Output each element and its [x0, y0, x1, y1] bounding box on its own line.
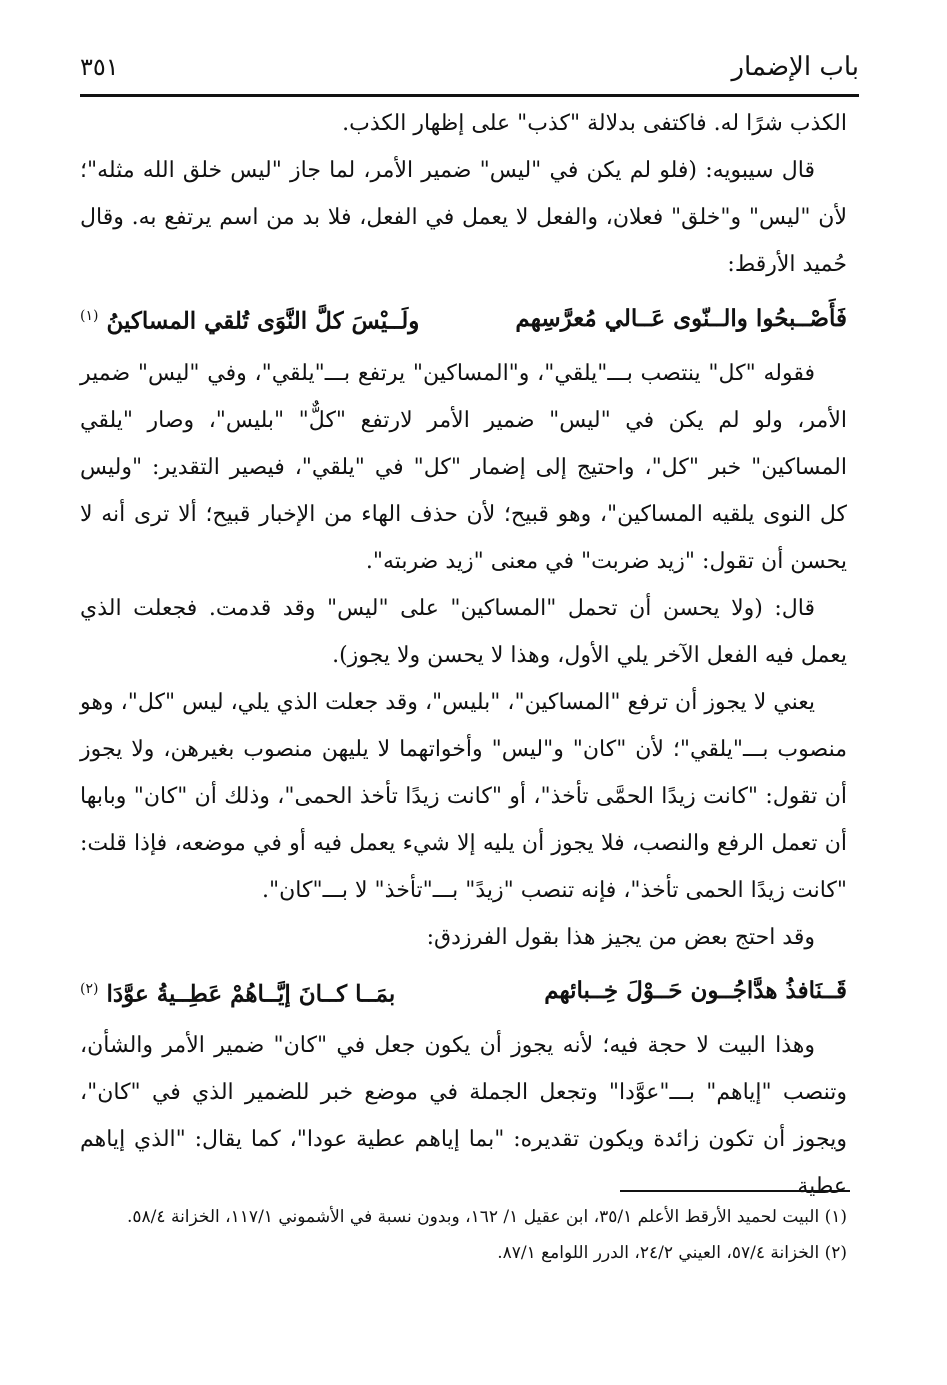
footnote-marker-2[interactable]: (٢)	[80, 980, 99, 997]
paragraph-2: قال سيبويه: (فلو لم يكن في "ليس" ضمير الأمر، لما جاز "ليس خلق الله مثله"؛ لأن "ليس" و"خلق" فعلان، والفعل لا يعمل في الفعل، فلا بد من اسم يرتفع به. وقال حُميد الأرقط:	[80, 158, 847, 277]
verse-2-first-hemistich: قَــنَافذُ هدَّاجُــون حَــوْلَ خِــبائهم	[544, 977, 847, 1005]
paragraph-6: وقد احتج بعض من يجيز هذا بقول الفرزدق:	[426, 924, 815, 950]
verse-1-first-hemistich: فَأَصْــبحُوا والــنّوى عَــالي مُعرَّسِهم	[515, 304, 847, 332]
paragraph-7: وهذا البيت لا حجة فيه؛ لأنه يجوز أن يكون جعل في "كان" ضمير الأمر والشأن، وتنصب "إياهم" بـــ"عوَّدا" وتجعل الجملة في موضع خبر للضمير الذي في "كان"، ويجوز أن تكون زائدة ويكون تقديره: "بما إياهم عطية عودا"، كما يقال: "الذي إياهم عطية	[80, 1033, 848, 1200]
page-number: ٣٥١	[80, 53, 119, 81]
page-header	[80, 40, 859, 97]
footnotes	[80, 1202, 847, 1274]
verse-1-second-hemistich	[80, 288, 419, 350]
verse-2-second-hemistich	[80, 961, 395, 1023]
paragraph-3: فقوله "كل" ينتصب بـــ"يلقي"، و"المساكين" يرتفع بـــ"يلقي"، وفي "ليس" ضمير الأمر، ولو لم يكن في "ليس" ضمير الأمر لارتفع "كلٌّ" "بليس"، وصار "يلقي المساكين" خبر "كل"، واحتيج إلى إضمار "كل" في "يلقي"، فيصير التقدير: "وليس كل النوى يلقيه المساكين"، وهو قبيح؛ لأن حذف الهاء من الإخبار قبيح؛ ألا ترى أنه لا يحسن أن تقول: "زيد ضربت" في معنى "زيد ضربته".	[80, 360, 847, 574]
footnote-2: (٢) الخزانة ٥٧/٤، العيني ٢٤/٢، الدرر اللوامع ٨٧/١.	[497, 1243, 847, 1263]
footnote-marker-1[interactable]: (١)	[80, 308, 99, 324]
paragraph-5: يعني لا يجوز أن ترفع "المساكين"، "بليس"، وقد جعلت الذي يلي، ليس "كل"، وهو منصوب بـــ"يلقي"؛ لأن "كان" و"ليس" وأخواتهما لا يليهن منصوب بغيرهن، ولا يجوز أن تقول: "كانت زيدًا الحمَّى تأخذ"، أو "كانت زيدًا تأخذ الحمى"، وذلك أن "كان" وبابها أن تعمل الرفع والنصب، فلا يجوز أن يليه إلا شيء يعمل فيه أو في موضعه، فإذا قلت: "كانت زيدًا الحمى تأخذ"، فإنه تنصب "زيدً" بـــ"تأخذ" لا بـــ"كان".	[80, 689, 848, 903]
footnote-divider	[620, 1190, 850, 1192]
verse-1-second-text: ولَــيْسَ كلَّ النَّوَى تُلقي المساكينُ	[106, 307, 420, 335]
page-body	[80, 100, 847, 1210]
verse-1	[80, 288, 847, 350]
chapter-title: باب الإضمار	[731, 52, 859, 82]
paragraph-1: الكذب شرًا له. فاكتفى بدلالة "كذب" على إظهار الكذب.	[342, 111, 847, 136]
paragraph-4: قال: (ولا يحسن أن تحمل "المساكين" على "ليس" وقد قدمت. فجعلت الذي يعمل فيه الفعل الآخر يلي الأول، وهذا لا يحسن ولا يجوز).	[80, 595, 847, 668]
verse-2-second-text: بمَــا كــانَ إيَّــاهُمْ عَطِــيةُ عوَّدَا	[106, 980, 396, 1008]
footnote-1: (١) البيت لحميد الأرقط الأعلم ٣٥/١، ابن عقيل ١/ ١٦٢، وبدون نسبة في الأشموني ١١٧/١، الخزانة ٥٨/٤.	[127, 1207, 847, 1227]
verse-2	[80, 961, 847, 1023]
